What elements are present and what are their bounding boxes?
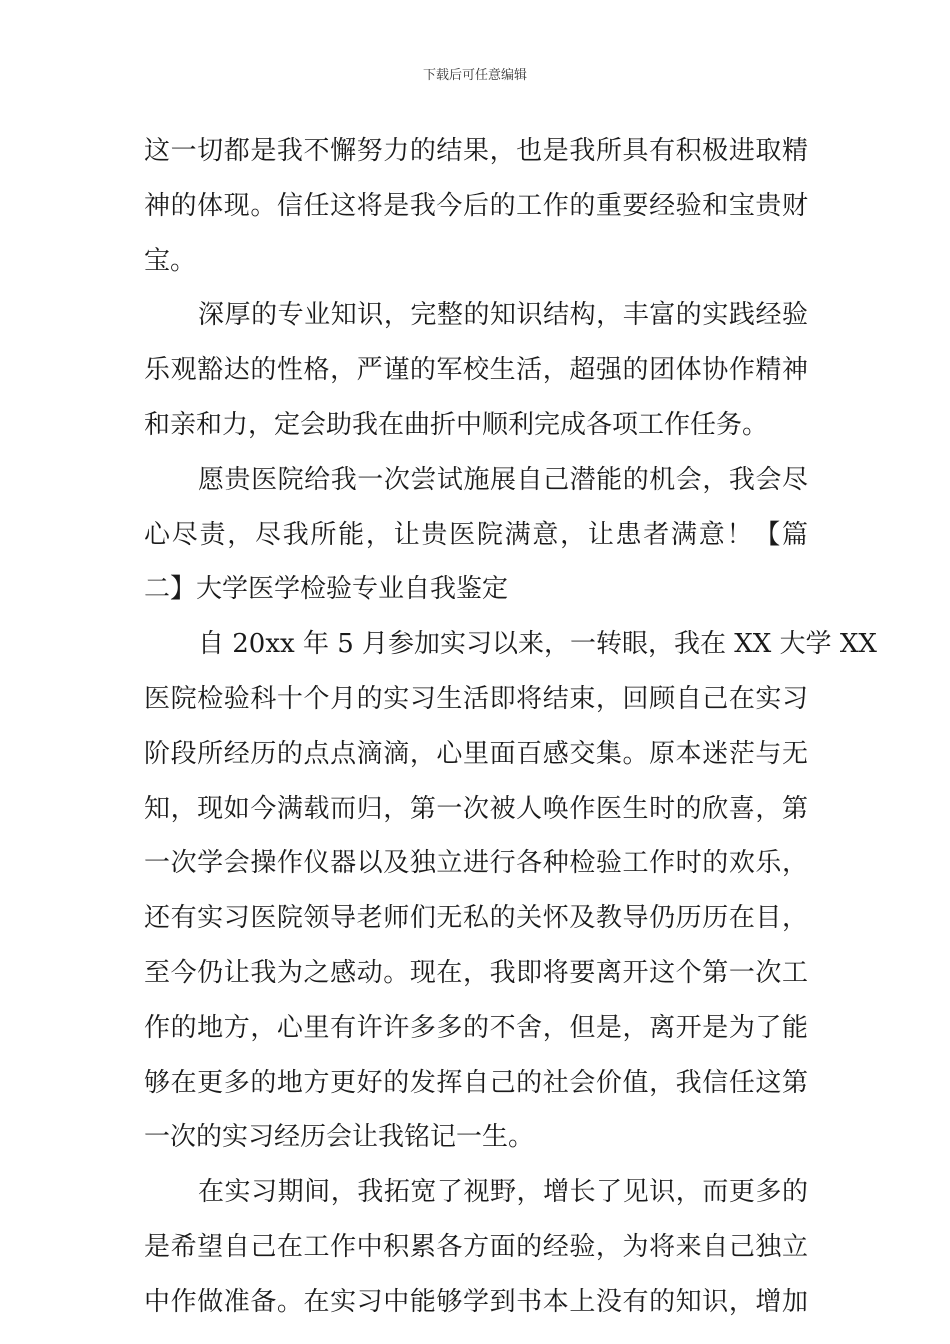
text-line: 中作做准备。在实习中能够学到书本上没有的知识，增加 xyxy=(144,1286,808,1317)
text-line: 知，现如今满载而归，第一次被人唤作医生时的欣喜，第 xyxy=(144,793,808,824)
text-line: 愿贵医院给我一次尝试施展自己潜能的机会，我会尽 xyxy=(198,464,808,495)
text-line: 够在更多的地方更好的发挥自己的社会价值，我信任这第 xyxy=(144,1067,808,1098)
text-line: 阶段所经历的点点滴滴，心里面百感交集。原本迷茫与无 xyxy=(144,738,808,769)
text-line: 一次的实习经历会让我铭记一生。 xyxy=(144,1122,535,1153)
text-line: 医院检验科十个月的实习生活即将结束，回顾自己在实习 xyxy=(144,683,808,714)
text-line: 心尽责，尽我所能，让贵医院满意，让患者满意！【篇 xyxy=(144,519,808,550)
text-line: 深厚的专业知识，完整的知识结构，丰富的实践经验 xyxy=(198,300,808,331)
text-line: 乐观豁达的性格，严谨的军校生活，超强的团体协作精神 xyxy=(144,355,808,386)
text-line: 是希望自己在工作中积累各方面的经验，为将来自己独立 xyxy=(144,1231,808,1262)
text-line: 一次学会操作仪器以及独立进行各种检验工作时的欢乐， xyxy=(144,848,808,879)
text-line: 这一切都是我不懈努力的结果，也是我所具有积极进取精 xyxy=(144,136,808,166)
text-line: 神的体现。信任这将是我今后的工作的重要经验和宝贵财 xyxy=(144,190,808,221)
text-line: 还有实习医院领导老师们无私的关怀及教导仍历历在目， xyxy=(144,903,808,934)
text-line: 作的地方，心里有许许多多的不舍，但是，离开是为了能 xyxy=(144,1012,808,1043)
text-line: 和亲和力，定会助我在曲折中顺利完成各项工作任务。 xyxy=(144,409,769,440)
text-line: 二】大学医学检验专业自我鉴定 xyxy=(144,574,509,605)
document-body xyxy=(144,124,877,1330)
text-line: 在实习期间，我拓宽了视野，增长了见识，而更多的 xyxy=(198,1177,808,1208)
page-header: 下载后可任意编辑 xyxy=(422,68,527,83)
text-line: 至今仍让我为之感动。现在，我即将要离开这个第一次工 xyxy=(144,957,808,988)
text-line: 自 20xx 年 5 月参加实习以来，一转眼，我在 XX 大学 XX xyxy=(198,629,877,660)
text-line: 宝。 xyxy=(144,245,197,276)
